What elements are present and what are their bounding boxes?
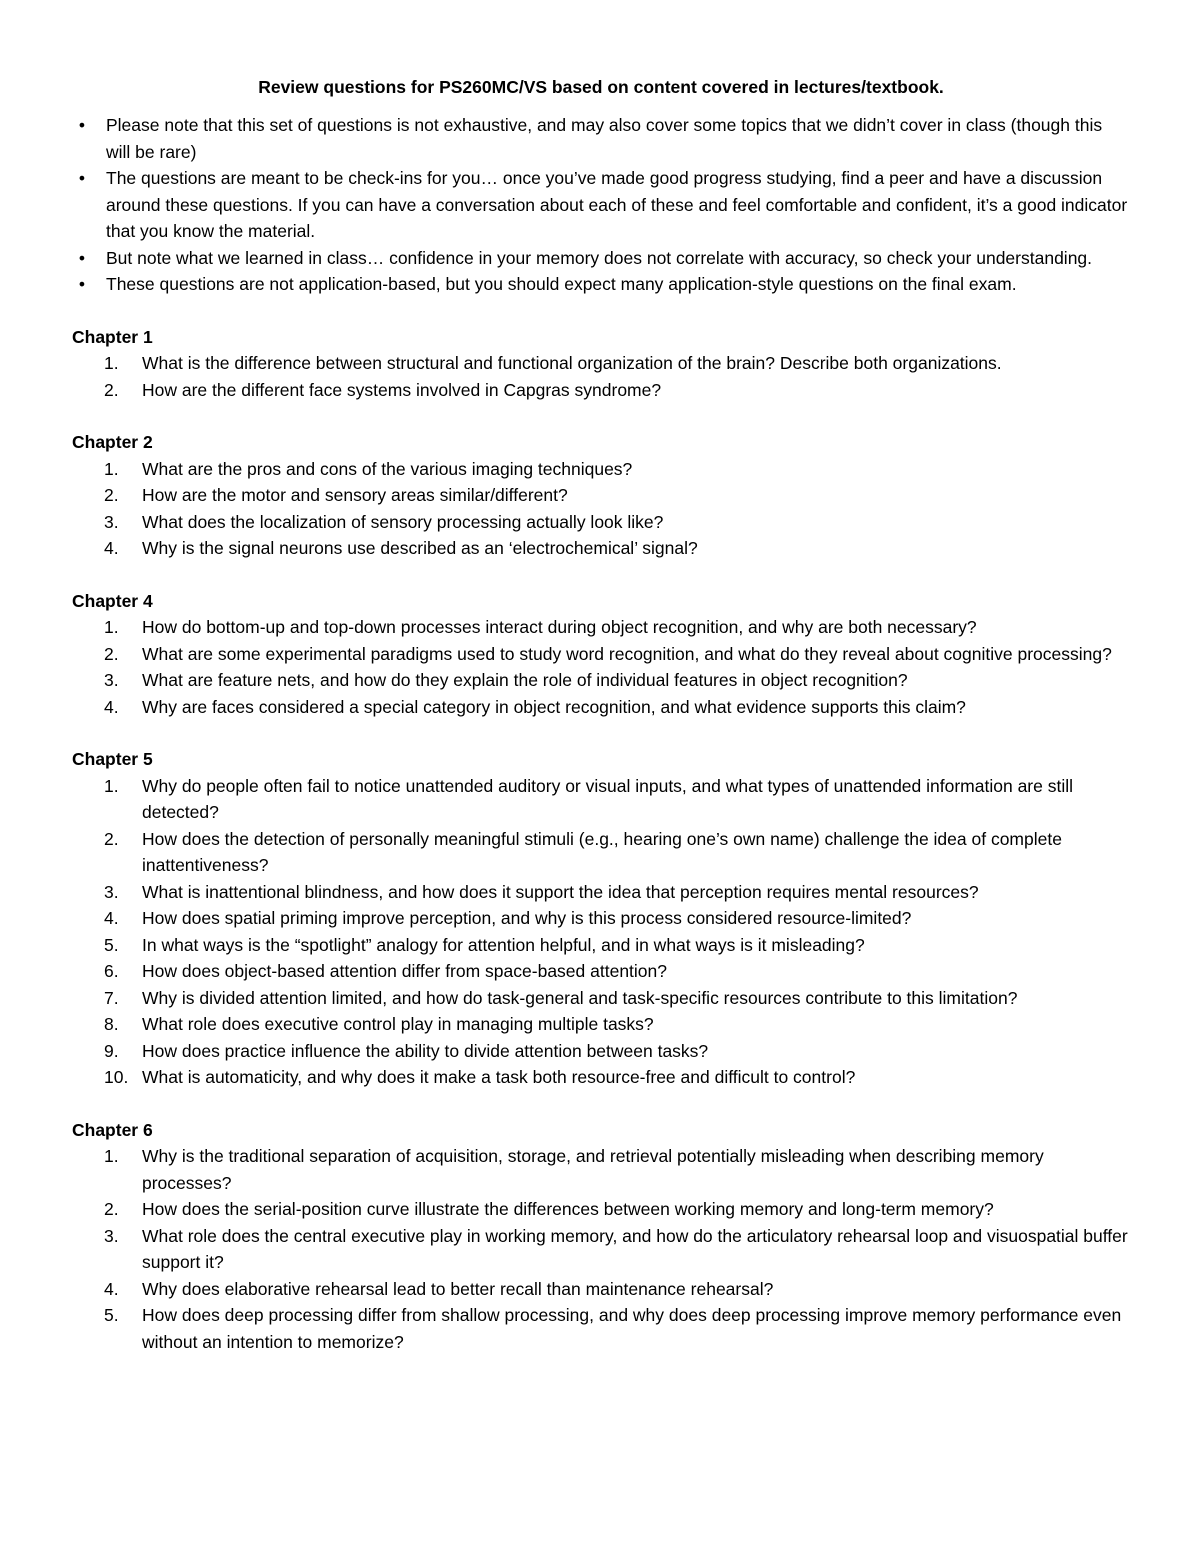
question-text: What is automaticity, and why does it make a task both resource-free and difficult to control? bbox=[142, 1067, 856, 1087]
question-text: How does spatial priming improve perception, and why is this process considered resource-limited? bbox=[142, 908, 912, 928]
question-item bbox=[72, 932, 1130, 959]
question-text: Why is the signal neurons use described as an ‘electrochemical’ signal? bbox=[142, 538, 698, 558]
question-item bbox=[72, 1143, 1130, 1196]
question-list bbox=[72, 456, 1130, 562]
bullet-text: The questions are meant to be check-ins for you… once you’ve made good progress studying, find a peer and have a discussion around these questions. If you can have a conversation about each of these and feel comfortable and confident, it’s a good indicator that you know the material. bbox=[106, 168, 1128, 241]
question-number: 5. bbox=[104, 934, 119, 955]
question-text: How does the serial-position curve illustrate the differences between working memory and long-term memory? bbox=[142, 1199, 994, 1219]
question-item bbox=[72, 773, 1130, 826]
question-item bbox=[72, 614, 1130, 641]
question-number: 10. bbox=[104, 1067, 129, 1087]
question-text: What does the localization of sensory processing actually look like? bbox=[142, 511, 664, 532]
question-item bbox=[72, 1011, 1130, 1038]
intro-bullet-item bbox=[72, 112, 1130, 165]
question-item bbox=[72, 667, 1130, 694]
question-text: What are feature nets, and how do they explain the role of individual features in object recognition? bbox=[142, 670, 908, 690]
chapter-section bbox=[72, 1117, 1130, 1356]
question-item bbox=[72, 985, 1130, 1012]
question-list bbox=[72, 350, 1130, 403]
question-number: 1. bbox=[104, 775, 119, 796]
question-item bbox=[72, 958, 1130, 985]
question-number: 1. bbox=[104, 458, 119, 479]
question-item bbox=[72, 456, 1130, 483]
question-text: How does deep processing differ from shallow processing, and why does deep processing improve memory performance even without an intention to memorize? bbox=[142, 1305, 1122, 1352]
question-number: 4. bbox=[104, 1278, 119, 1299]
bullet-dot-icon: • bbox=[78, 274, 86, 294]
question-text: Why do people often fail to notice unattended auditory or visual inputs, and what types of unattended information are still detected? bbox=[142, 775, 1073, 822]
question-text: Why is divided attention limited, and how do task-general and task-specific resources contribute to this limitation? bbox=[142, 987, 1018, 1008]
question-number: 7. bbox=[104, 987, 119, 1008]
chapter-heading: Chapter 1 bbox=[72, 326, 153, 347]
question-text: How does practice influence the ability to divide attention between tasks? bbox=[142, 1040, 709, 1061]
question-item bbox=[72, 1302, 1130, 1355]
bullet-text: But note what we learned in class… confidence in your memory does not correlate with accuracy, so check your understanding. bbox=[106, 247, 1093, 268]
question-text: What are some experimental paradigms used to study word recognition, and what do they reveal about cognitive processing? bbox=[142, 643, 1112, 664]
question-item bbox=[72, 694, 1130, 721]
question-text: How does the detection of personally meaningful stimuli (e.g., hearing one’s own name) challenge the idea of complete inattentiveness? bbox=[142, 828, 1062, 875]
question-text: How do bottom-up and top-down processes interact during object recognition, and why are both necessary? bbox=[142, 617, 977, 637]
question-item bbox=[72, 879, 1130, 906]
chapter-section bbox=[72, 746, 1130, 1091]
question-item bbox=[72, 350, 1130, 377]
question-text: How are the motor and sensory areas similar/different? bbox=[142, 485, 568, 505]
question-item bbox=[72, 905, 1130, 932]
question-item bbox=[72, 1276, 1130, 1303]
question-text: Why are faces considered a special category in object recognition, and what evidence supports this claim? bbox=[142, 696, 966, 717]
question-text: Why is the traditional separation of acquisition, storage, and retrieval potentially misleading when describing memory processes? bbox=[142, 1146, 1044, 1193]
question-text: What are the pros and cons of the various imaging techniques? bbox=[142, 458, 633, 479]
question-item bbox=[72, 509, 1130, 536]
question-item bbox=[72, 535, 1130, 562]
question-number: 3. bbox=[104, 670, 119, 690]
question-item bbox=[72, 377, 1130, 404]
question-number: 3. bbox=[104, 511, 119, 532]
question-item bbox=[72, 482, 1130, 509]
document-title: Review questions for PS260MC/VS based on content covered in lectures/textbook. bbox=[258, 77, 944, 97]
question-text: What role does the central executive play in working memory, and how do the articulatory rehearsal loop and visuospatial buffer support it? bbox=[142, 1225, 1128, 1272]
intro-bullet-list bbox=[72, 112, 1130, 298]
chapter-section bbox=[72, 588, 1130, 721]
question-number: 2. bbox=[104, 643, 119, 664]
bullet-text: These questions are not application-based, but you should expect many application-style questions on the final exam. bbox=[106, 274, 1017, 294]
question-number: 9. bbox=[104, 1040, 119, 1061]
question-text: What role does executive control play in managing multiple tasks? bbox=[142, 1014, 654, 1034]
question-text: Why does elaborative rehearsal lead to better recall than maintenance rehearsal? bbox=[142, 1278, 774, 1299]
question-number: 2. bbox=[104, 485, 119, 505]
question-number: 1. bbox=[104, 353, 119, 373]
question-number: 4. bbox=[104, 696, 119, 717]
intro-bullet-item bbox=[72, 245, 1130, 272]
chapter-heading: Chapter 4 bbox=[72, 590, 153, 611]
question-number: 1. bbox=[104, 617, 119, 637]
intro-bullet-item bbox=[72, 165, 1130, 245]
bullet-text: Please note that this set of questions is not exhaustive, and may also cover some topics that we didn’t cover in class (though this will be rare) bbox=[106, 115, 1103, 162]
bullet-dot-icon: • bbox=[78, 115, 86, 135]
chapter-section bbox=[72, 429, 1130, 562]
chapter-section bbox=[72, 324, 1130, 404]
chapter-heading: Chapter 6 bbox=[72, 1119, 153, 1140]
bullet-dot-icon: • bbox=[78, 247, 86, 268]
question-text: In what ways is the “spotlight” analogy for attention helpful, and in what ways is it misleading? bbox=[142, 934, 865, 955]
chapter-heading: Chapter 2 bbox=[72, 432, 153, 452]
question-item bbox=[72, 641, 1130, 668]
question-item bbox=[72, 1038, 1130, 1065]
question-number: 4. bbox=[104, 538, 119, 558]
question-number: 2. bbox=[104, 379, 119, 400]
question-item bbox=[72, 1223, 1130, 1276]
intro-bullet-item bbox=[72, 271, 1130, 298]
bullet-dot-icon: • bbox=[78, 168, 86, 188]
question-list bbox=[72, 1143, 1130, 1355]
question-number: 6. bbox=[104, 961, 119, 981]
question-number: 2. bbox=[104, 828, 119, 849]
question-list bbox=[72, 773, 1130, 1091]
question-item bbox=[72, 1064, 1130, 1091]
question-number: 2. bbox=[104, 1199, 119, 1219]
question-text: How does object-based attention differ from space-based attention? bbox=[142, 961, 667, 981]
question-text: How are the different face systems involved in Capgras syndrome? bbox=[142, 379, 662, 400]
question-number: 3. bbox=[104, 1225, 119, 1246]
question-text: What is inattentional blindness, and how does it support the idea that perception requires mental resources? bbox=[142, 881, 979, 902]
question-number: 3. bbox=[104, 881, 119, 902]
question-number: 5. bbox=[104, 1305, 119, 1325]
question-number: 4. bbox=[104, 908, 119, 928]
question-item bbox=[72, 1196, 1130, 1223]
question-number: 8. bbox=[104, 1014, 119, 1034]
question-number: 1. bbox=[104, 1146, 119, 1166]
question-text: What is the difference between structural and functional organization of the brain? Describe both organizations. bbox=[142, 353, 1002, 373]
chapters-container bbox=[72, 324, 1130, 1356]
question-item bbox=[72, 826, 1130, 879]
question-list bbox=[72, 614, 1130, 720]
chapter-heading: Chapter 5 bbox=[72, 749, 153, 769]
